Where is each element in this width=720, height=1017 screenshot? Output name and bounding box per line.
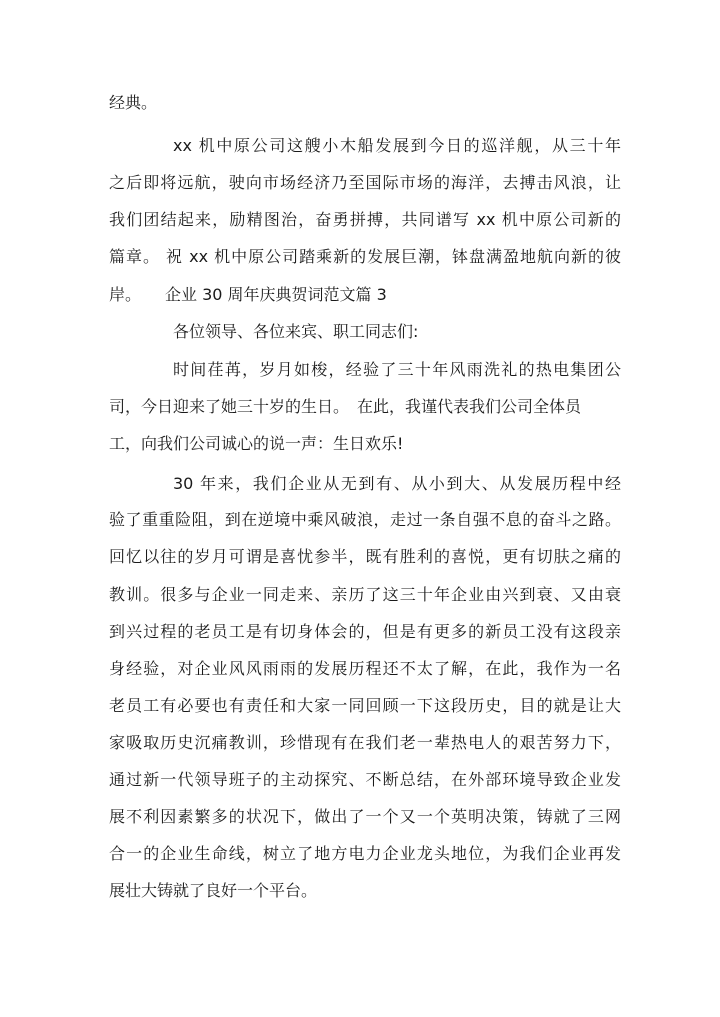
text-line: 工，向我们公司诚心的说一声：生日欢乐! [109,434,404,453]
text-line: 展不利因素繁多的状况下，做出了一个又一个英明决策，铸就了三网 [109,807,621,826]
text-line: 老员工有必要也有责任和大家一同回顾一下这段历史，目的就是让大 [109,696,621,715]
text-line: 到兴过程的老员工是有切身体会的，但是有更多的新员工没有这段亲 [109,622,621,641]
text-line: 通过新一代领导班子的主动探究、不断总结，在外部环境导致企业发 [109,770,621,789]
text-line: 身经验，对企业风风雨雨的发展历程还不太了解，在此，我作为一名 [109,659,621,678]
paragraph-first-line: 30 年来，我们企业从无到有、从小到大、从发展历程中经 [173,474,621,493]
text-line: 回忆以往的岁月可谓是喜忧参半，既有胜利的喜悦，更有切肤之痛的 [109,547,621,566]
salutation: 各位领导、各位来宾、职工同志们: [173,322,419,341]
text-line: 我们团结起来，励精图治，奋勇拼搏，共同谱写 xx 机中原公司新的 [109,210,621,229]
text-line: 经典。 [109,93,158,112]
text-line: 展壮大铸就了良好一个平台。 [109,881,318,900]
text-line: 家吸取历史沉痛教训，珍惜现有在我们老一辈热电人的艰苦努力下， [109,733,621,752]
text-line: 篇章。 祝 xx 机中原公司踏乘新的发展巨潮，钵盘满盈地航向新的彼 [109,247,621,266]
paragraph-first-line: 时间荏苒，岁月如梭，经验了三十年风雨洗礼的热电集团公 [173,360,621,379]
paragraph-first-line: xx 机中原公司这艘小木船发展到今日的巡洋舰，从三十年 [173,136,621,155]
text-line: 司，今日迎来了她三十岁的生日。 在此，我谨代表我们公司全体员 [109,397,582,416]
text-line: 合一的企业生命线，树立了地方电力企业龙头地位，为我们企业再发 [109,844,621,863]
text-line: 教训。很多与企业一同走来、亲历了这三十年企业由兴到衰、又由衰 [109,585,621,604]
text-line-with-heading: 岸。 企业 30 周年庆典贺词范文篇 3 [109,285,387,304]
text-line: 之后即将远航，驶向市场经济乃至国际市场的海洋，去搏击风浪，让 [109,173,621,192]
text-line: 验了重重险阻，到在逆境中乘风破浪，走过一条自强不息的奋斗之路。 [109,510,621,529]
